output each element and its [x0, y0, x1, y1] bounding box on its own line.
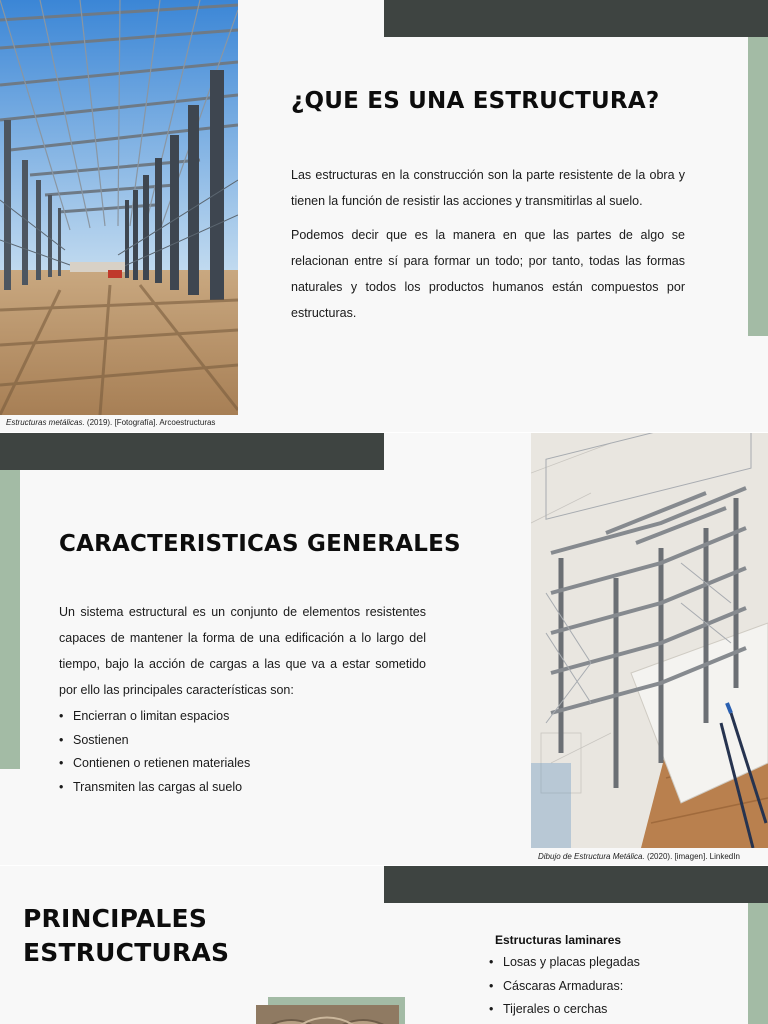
steel-structure-model-photo [531, 433, 768, 848]
list-item: • Losas y placas plegadas [489, 951, 729, 975]
caption-source: (2019). [Fotografía]. Arcoestructuras [84, 418, 216, 427]
slide-title [23, 902, 229, 970]
laminar-structures-list [489, 951, 729, 1022]
side-accent-bar [0, 470, 20, 769]
slide-title: CARACTERISTICAS GENERALES [59, 531, 461, 557]
list-item: • Transmiten las cargas al suelo [59, 776, 419, 800]
characteristics-list [59, 705, 419, 799]
list-item: • Encierran o limitan espacios [59, 705, 419, 729]
slide-title: ¿QUE ES UNA ESTRUCTURA? [291, 88, 660, 114]
explanation-paragraph: Podemos decir que es la manera en que las partes de algo se relacionan entre sí para formar un todo; por tanto, todas las formas naturales y todos los productos humanos están compuestos por estructuras. [291, 228, 685, 320]
vaulted-ceiling-photo [256, 1005, 399, 1024]
caption-source: (2020). [imagen]. LinkedIn [644, 852, 740, 861]
title-line-2: ESTRUCTURAS [23, 938, 230, 967]
definition-paragraph: Las estructuras en la construcción son la parte resistente de la obra y tienen la función de resistir las acciones y transmitirlas al suelo. [291, 168, 685, 208]
title-line-1: PRINCIPALES [23, 904, 208, 933]
system-paragraph: Un sistema estructural es un conjunto de elementos resistentes capaces de mantener la forma de una edificación a lo largo del tiempo, bajo la acción de cargas a las que va a estar sometido por ello las principales características son: [59, 605, 426, 697]
header-accent-bar [0, 433, 384, 470]
caption-title: Estructuras metálicas. [6, 418, 85, 427]
slide-caracteristicas-generales [0, 433, 768, 865]
photo-caption [6, 418, 215, 427]
list-item: • Contienen o retienen materiales [59, 752, 419, 776]
list-item: • Tijerales o cerchas [489, 998, 729, 1022]
slide-principales-estructuras [0, 866, 768, 1024]
slide-que-es-estructura [0, 0, 768, 432]
header-accent-bar [384, 866, 768, 903]
steel-frame-warehouse-photo [0, 0, 238, 415]
list-item: • Cáscaras Armaduras: [489, 975, 729, 999]
photo-caption [538, 852, 740, 861]
list-item: • Sostienen [59, 729, 419, 753]
caption-title: Dibujo de Estructura Metálica. [538, 852, 645, 861]
laminar-structures-heading: Estructuras laminares [495, 933, 622, 947]
side-accent-bar [748, 903, 768, 1024]
header-accent-bar [384, 0, 768, 37]
side-accent-bar [748, 37, 768, 336]
